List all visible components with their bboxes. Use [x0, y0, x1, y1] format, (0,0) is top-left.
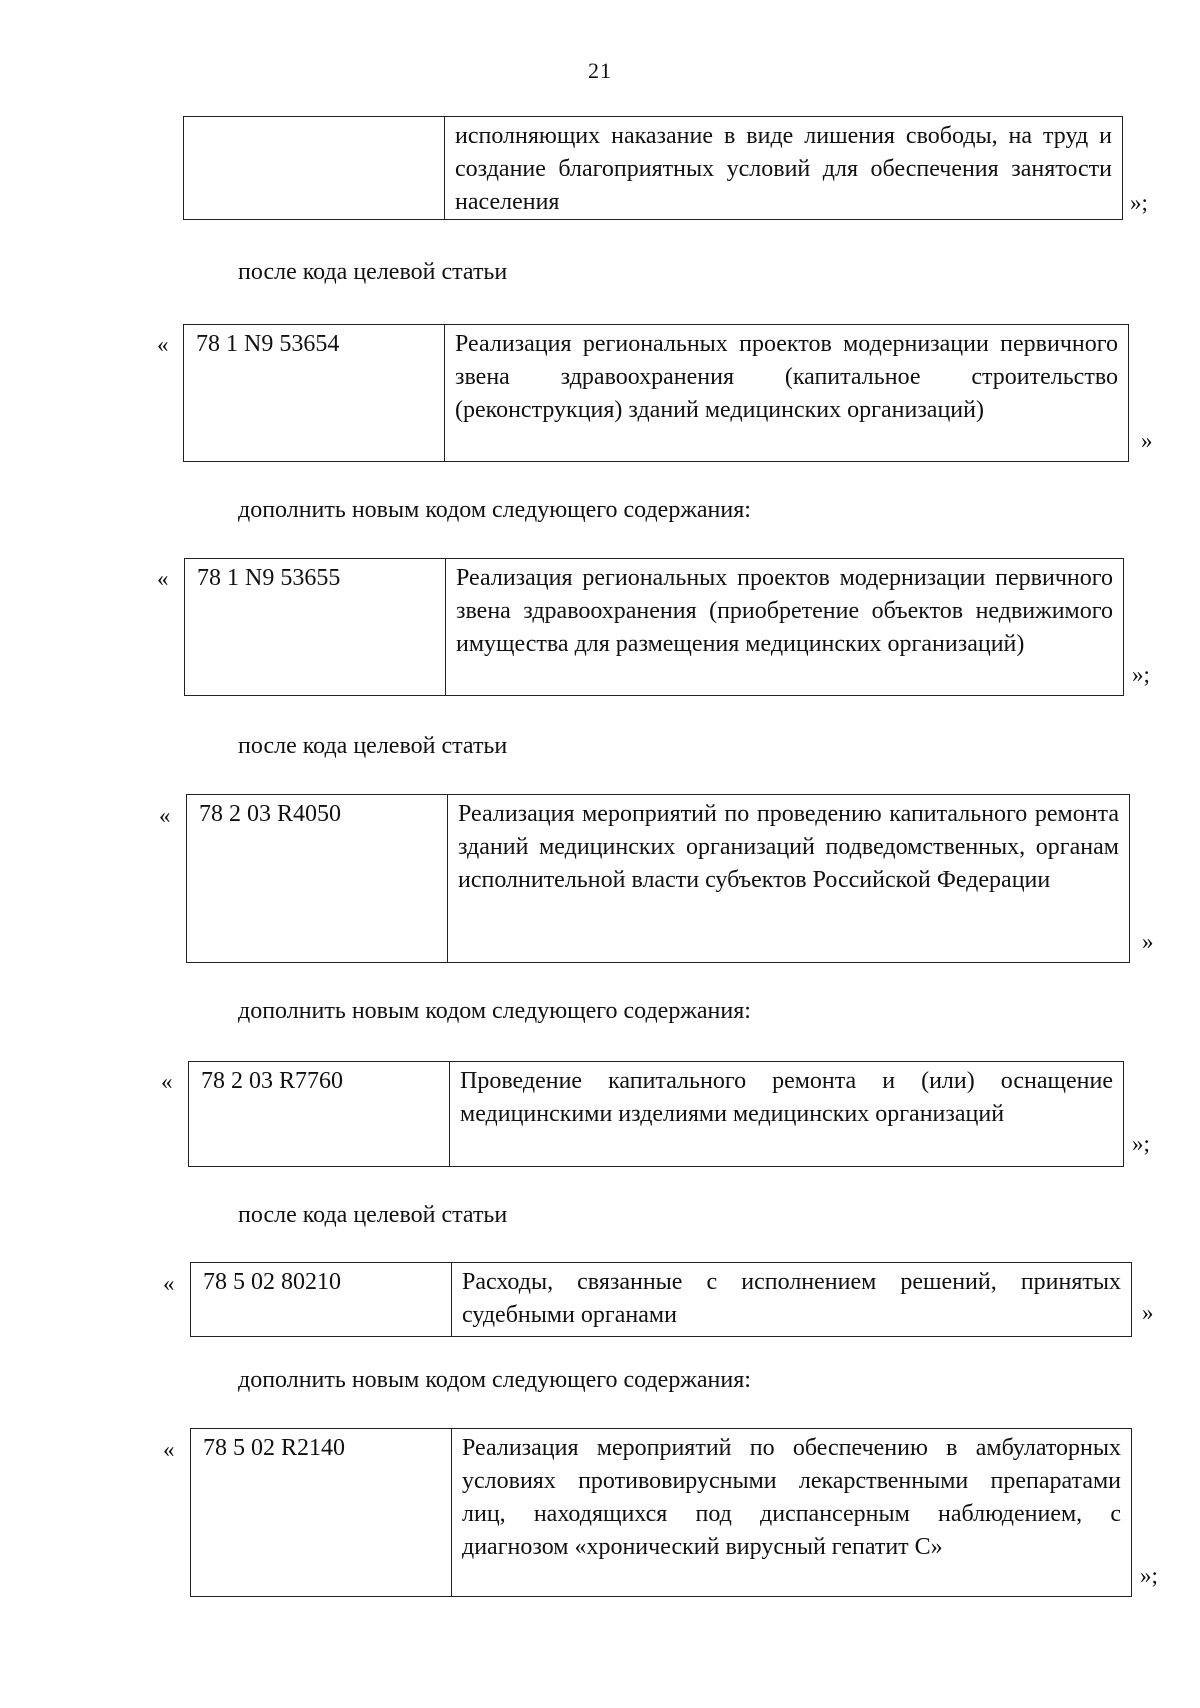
instruction-text: после кода целевой статьи	[238, 259, 508, 285]
instruction-text: дополнить новым кодом следующего содержания:	[238, 998, 751, 1024]
code-cell: 78 5 02 R2140	[191, 1429, 452, 1597]
opening-quote: «	[163, 1437, 175, 1462]
closing-quote: »;	[1140, 1563, 1158, 1588]
description-cell: исполняющих наказание в виде лишения свободы, на труд и создание благоприятных условий для обеспечения занятости населения	[445, 117, 1123, 220]
table-row	[185, 559, 1124, 696]
description-cell: Расходы, связанные с исполнением решений, принятых судебными органами	[452, 1263, 1132, 1337]
opening-quote: «	[157, 566, 169, 591]
instruction-text: дополнить новым кодом следующего содержания:	[238, 497, 751, 523]
code-cell: 78 1 N9 53654	[184, 325, 445, 462]
description-cell: Реализация региональных проектов модернизации первичного звена здравоохранения (приобретение объектов недвижимого имущества для размещения медицинских организаций)	[446, 559, 1124, 696]
code-cell: 78 5 02 80210	[191, 1263, 452, 1337]
table-row	[184, 117, 1123, 220]
instruction-text: после кода целевой статьи	[238, 733, 508, 759]
table-row	[191, 1263, 1132, 1337]
closing-quote: »;	[1130, 190, 1148, 215]
closing-quote: »;	[1132, 1131, 1150, 1156]
closing-quote: »;	[1132, 662, 1150, 687]
code-table	[190, 1262, 1132, 1337]
instruction-text: после кода целевой статьи	[238, 1202, 508, 1228]
code-table	[183, 116, 1123, 220]
opening-quote: «	[161, 1069, 173, 1094]
code-cell: 78 2 03 R7760	[189, 1062, 450, 1167]
table-row	[187, 795, 1130, 963]
code-cell: 78 1 N9 53655	[185, 559, 446, 696]
code-table	[190, 1428, 1132, 1597]
code-table	[184, 558, 1124, 696]
opening-quote: «	[157, 332, 169, 357]
opening-quote: «	[163, 1271, 175, 1296]
code-cell	[184, 117, 445, 220]
description-cell: Проведение капитального ремонта и (или) оснащение медицинскими изделиями медицинских организаций	[450, 1062, 1124, 1167]
closing-quote: »	[1142, 929, 1154, 954]
code-table	[188, 1061, 1124, 1167]
description-cell: Реализация мероприятий по обеспечению в амбулаторных условиях противовирусными лекарственными препаратами лиц, находящихся под диспансерным наблюдением, с диагнозом «хронический вирусный гепатит С»	[452, 1429, 1132, 1597]
closing-quote: »	[1141, 428, 1153, 453]
opening-quote: «	[159, 803, 171, 828]
table-row	[184, 325, 1129, 462]
description-cell: Реализация мероприятий по проведению капитального ремонта зданий медицинских организаций подведомственных, органам исполнительной власти субъектов Российской Федерации	[448, 795, 1130, 963]
closing-quote: »	[1142, 1300, 1154, 1325]
page-number: 21	[588, 58, 612, 83]
table-row	[189, 1062, 1124, 1167]
code-table	[183, 324, 1129, 462]
description-cell: Реализация региональных проектов модернизации первичного звена здравоохранения (капитальное строительство (реконструкция) зданий медицинских организаций)	[445, 325, 1129, 462]
code-cell: 78 2 03 R4050	[187, 795, 448, 963]
table-row	[191, 1429, 1132, 1597]
instruction-text: дополнить новым кодом следующего содержания:	[238, 1367, 751, 1393]
code-table	[186, 794, 1130, 963]
